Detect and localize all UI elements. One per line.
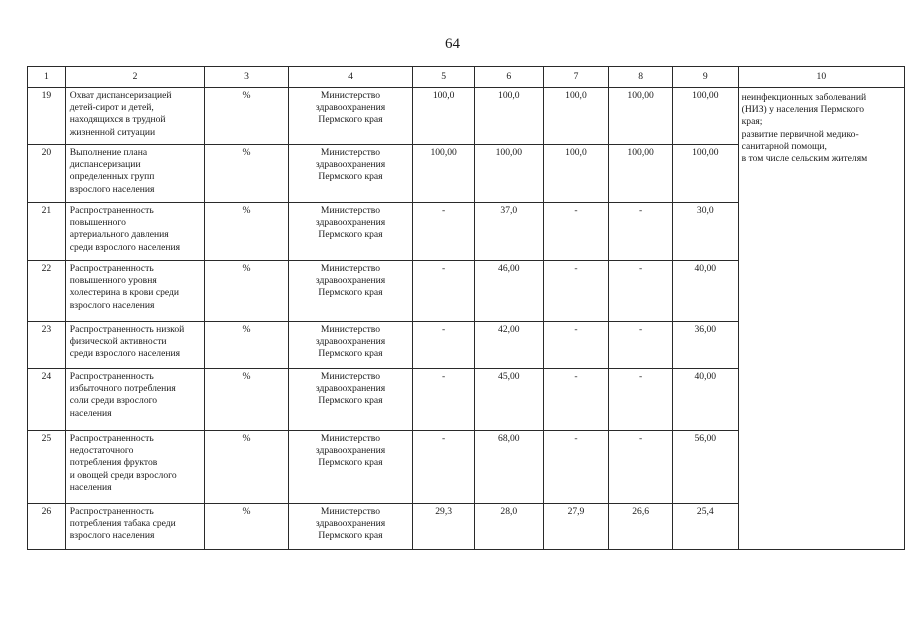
indicator-name-line: повышенного <box>69 217 126 229</box>
unit-cell: % <box>205 261 288 322</box>
indicators-table <box>27 66 905 550</box>
value-cell-5: - <box>413 322 475 369</box>
tasks-cell <box>738 88 904 550</box>
indicator-name-cell <box>65 203 205 261</box>
organization-cell <box>288 504 413 550</box>
row-number-cell: 21 <box>28 203 66 261</box>
row-number-cell: 24 <box>28 369 66 431</box>
tasks-line: неинфекционных заболеваний <box>741 92 867 103</box>
header-row <box>28 67 905 88</box>
indicator-name-line: населения <box>69 481 112 493</box>
indicator-name-line: артериального давления <box>69 229 169 241</box>
organization-cell <box>288 369 413 431</box>
indicator-name-line: определенных групп <box>69 171 155 183</box>
organization-line: Пермского края <box>318 395 383 407</box>
header-cell-1: 1 <box>28 67 66 88</box>
indicator-name-line: диспансеризации <box>69 159 141 171</box>
row-number-cell: 25 <box>28 431 66 504</box>
value-cell-6: 100,0 <box>474 88 543 145</box>
organization-line: Министерство <box>320 147 381 158</box>
organization-cell <box>288 322 413 369</box>
value-cell-8: 26,6 <box>609 504 673 550</box>
value-cell-6: 46,00 <box>474 261 543 322</box>
indicator-name-line: холестерина в крови среди <box>69 287 180 299</box>
indicator-name-line: соли среди взрослого <box>69 395 158 407</box>
indicator-name-line: Распространенность низкой <box>69 324 185 335</box>
unit-cell: % <box>205 431 288 504</box>
header-cell-9: 9 <box>672 67 738 88</box>
page-number: 64 <box>445 36 460 52</box>
tasks-line: края; <box>741 116 763 128</box>
value-cell-6: 28,0 <box>474 504 543 550</box>
value-cell-9: 56,00 <box>672 431 738 504</box>
value-cell-5: 100,00 <box>413 145 475 203</box>
indicator-name-line: повышенного уровня <box>69 275 157 287</box>
organization-line: здравоохранения <box>315 159 386 171</box>
value-cell-9: 100,00 <box>672 88 738 145</box>
indicator-name-line: взрослого населения <box>69 299 155 311</box>
unit-cell: % <box>205 88 288 145</box>
indicator-name-line: избыточного потребления <box>69 383 176 395</box>
indicator-name-line: населения <box>69 407 112 419</box>
value-cell-8: - <box>609 322 673 369</box>
organization-line: здравоохранения <box>315 383 386 395</box>
header-cell-10: 10 <box>738 67 904 88</box>
header-cell-7: 7 <box>543 67 609 88</box>
value-cell-9: 30,0 <box>672 203 738 261</box>
value-cell-6: 37,0 <box>474 203 543 261</box>
indicator-name-line: Распространенность <box>69 263 154 274</box>
value-cell-5: 100,0 <box>413 88 475 145</box>
organization-cell <box>288 145 413 203</box>
organization-cell <box>288 88 413 145</box>
value-cell-7: - <box>543 369 609 431</box>
table-row <box>28 88 905 145</box>
unit-cell: % <box>205 322 288 369</box>
value-cell-8: - <box>609 203 673 261</box>
value-cell-6: 100,00 <box>474 145 543 203</box>
organization-line: Министерство <box>320 506 381 517</box>
value-cell-7: 27,9 <box>543 504 609 550</box>
organization-line: Пермского края <box>318 171 383 183</box>
value-cell-8: 100,00 <box>609 145 673 203</box>
indicator-name-cell <box>65 322 205 369</box>
indicator-name-line: жизненной ситуации <box>69 126 156 138</box>
value-cell-7: - <box>543 431 609 504</box>
organization-cell <box>288 261 413 322</box>
value-cell-5: - <box>413 203 475 261</box>
indicator-name-line: среди взрослого населения <box>69 241 181 253</box>
unit-cell: % <box>205 369 288 431</box>
organization-line: здравоохранения <box>315 336 386 348</box>
organization-line: Пермского края <box>318 530 383 542</box>
header-cell-4: 4 <box>288 67 413 88</box>
value-cell-7: - <box>543 203 609 261</box>
value-cell-5: - <box>413 369 475 431</box>
value-cell-9: 40,00 <box>672 261 738 322</box>
indicator-name-line: Распространенность <box>69 205 154 216</box>
indicator-name-line: среди взрослого населения <box>69 348 181 360</box>
tasks-line: в том числе сельским жителям <box>741 153 868 165</box>
organization-line: Пермского края <box>318 348 383 360</box>
value-cell-9: 25,4 <box>672 504 738 550</box>
row-number-cell: 23 <box>28 322 66 369</box>
value-cell-9: 100,00 <box>672 145 738 203</box>
value-cell-8: 100,00 <box>609 88 673 145</box>
indicator-name-line: Выполнение плана <box>69 147 148 158</box>
organization-line: Министерство <box>320 324 381 335</box>
organization-line: Министерство <box>320 371 381 382</box>
indicator-name-line: Распространенность <box>69 506 154 517</box>
organization-line: Пермского края <box>318 229 383 241</box>
organization-line: Пермского края <box>318 287 383 299</box>
header-cell-2: 2 <box>65 67 205 88</box>
value-cell-5: - <box>413 261 475 322</box>
value-cell-5: 29,3 <box>413 504 475 550</box>
indicator-name-line: недостаточного <box>69 445 134 457</box>
header-cell-8: 8 <box>609 67 673 88</box>
value-cell-9: 36,00 <box>672 322 738 369</box>
value-cell-9: 40,00 <box>672 369 738 431</box>
indicator-name-line: Охват диспансеризацией <box>69 90 172 101</box>
organization-line: Пермского края <box>318 457 383 469</box>
value-cell-8: - <box>609 261 673 322</box>
indicator-name-line: находящихся в трудной <box>69 114 166 126</box>
value-cell-8: - <box>609 431 673 504</box>
row-number-cell: 20 <box>28 145 66 203</box>
row-number-cell: 19 <box>28 88 66 145</box>
tasks-line: санитарной помощи, <box>741 140 827 152</box>
unit-cell: % <box>205 504 288 550</box>
indicator-name-line: взрослого населения <box>69 530 155 542</box>
unit-cell: % <box>205 203 288 261</box>
organization-line: Министерство <box>320 433 381 444</box>
indicator-name-line: взрослого населения <box>69 183 155 195</box>
indicator-name-cell <box>65 369 205 431</box>
value-cell-7: - <box>543 322 609 369</box>
row-number-cell: 22 <box>28 261 66 322</box>
value-cell-6: 42,00 <box>474 322 543 369</box>
indicator-name-line: потребления фруктов <box>69 457 158 469</box>
organization-line: здравоохранения <box>315 518 386 530</box>
indicator-name-cell <box>65 431 205 504</box>
row-number-cell: 26 <box>28 504 66 550</box>
organization-line: Министерство <box>320 90 381 101</box>
indicator-name-line: и овощей среди взрослого <box>69 469 177 481</box>
organization-cell <box>288 203 413 261</box>
organization-line: здравоохранения <box>315 275 386 287</box>
indicator-name-line: Распространенность <box>69 371 154 382</box>
organization-line: здравоохранения <box>315 217 386 229</box>
value-cell-7: - <box>543 261 609 322</box>
indicator-name-cell <box>65 145 205 203</box>
indicator-name-cell <box>65 504 205 550</box>
header-cell-3: 3 <box>205 67 288 88</box>
value-cell-6: 45,00 <box>474 369 543 431</box>
indicator-name-cell <box>65 261 205 322</box>
organization-line: здравоохранения <box>315 445 386 457</box>
value-cell-7: 100,0 <box>543 145 609 203</box>
unit-cell: % <box>205 145 288 203</box>
indicator-name-line: физической активности <box>69 336 167 348</box>
indicator-name-line: детей-сирот и детей, <box>69 102 154 114</box>
organization-cell <box>288 431 413 504</box>
value-cell-8: - <box>609 369 673 431</box>
header-cell-6: 6 <box>474 67 543 88</box>
value-cell-5: - <box>413 431 475 504</box>
indicator-name-cell <box>65 88 205 145</box>
organization-line: здравоохранения <box>315 102 386 114</box>
tasks-line: развитие первичной медико- <box>741 128 859 140</box>
value-cell-7: 100,0 <box>543 88 609 145</box>
header-cell-5: 5 <box>413 67 475 88</box>
value-cell-6: 68,00 <box>474 431 543 504</box>
indicator-name-line: потребления табака среди <box>69 518 176 530</box>
organization-line: Министерство <box>320 263 381 274</box>
indicator-name-line: Распространенность <box>69 433 154 444</box>
organization-line: Министерство <box>320 205 381 216</box>
organization-line: Пермского края <box>318 114 383 126</box>
tasks-line: (НИЗ) у населения Пермского <box>741 104 865 116</box>
